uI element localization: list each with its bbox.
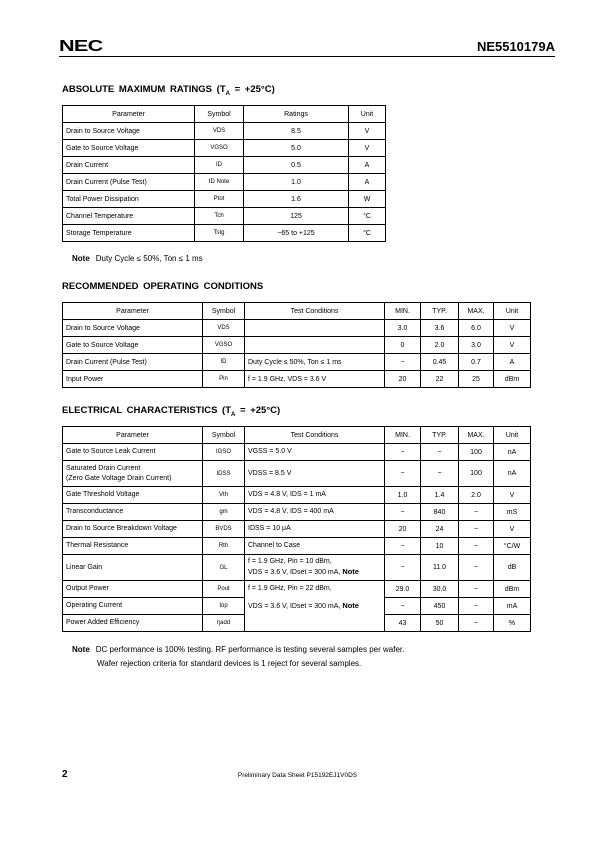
condition-cell [245,320,385,337]
symbol-cell: gm [203,504,245,521]
col-header: MAX. [459,303,494,320]
rating-cell: 125 [244,208,349,225]
col-header: MIN. [385,303,421,320]
max-cell: 0.7 [459,354,494,371]
param-cell [63,504,203,521]
unit-cell: V [494,337,531,354]
param-cell: Drain to Source Voltage [63,123,195,140]
min-cell: − [385,555,421,581]
table-row [63,521,531,538]
param-text: Output Power [66,585,109,592]
max-cell: − [459,615,494,632]
table-row [63,581,531,598]
unit-cell: nA [494,461,531,487]
param-cell: Drain Current (Pulse Test) [63,354,203,371]
symbol-cell: GL [203,555,245,581]
header-rule [59,56,555,57]
param-text: Power Added Efficiency [66,619,140,626]
roc-table [62,302,531,388]
typ-cell: 2.0 [421,337,459,354]
param-cell [63,487,203,504]
param-cell: Drain Current [63,157,195,174]
typ-cell: 1.4 [421,487,459,504]
typ-cell: 10 [421,538,459,555]
condition-cell [245,598,385,615]
max-cell: 6.0 [459,320,494,337]
min-cell: − [385,354,421,371]
col-header: Unit [494,303,531,320]
ec-note-line2: Wafer rejection criteria for standard devices is 1 reject for several samples. [97,659,362,668]
table-row [63,504,531,521]
param-text: Gate to Source Leak Current [66,448,156,455]
table-row [63,225,386,242]
table-row [63,371,531,388]
symbol-cell: IDSS [203,461,245,487]
param-text: Linear Gain [66,563,103,571]
ec-title: ELECTRICAL CHARACTERISTICS $(T_A = +25^\circ C)$ [62,405,281,418]
col-header: Parameter [63,303,203,320]
symbol-cell: ID [203,354,245,371]
symbol-cell: Tstg [195,225,244,242]
table-row [63,320,531,337]
symbol-cell: Ptot [195,191,244,208]
unit-cell: dBm [494,581,531,598]
param-text: Operating Current [66,602,123,609]
col-header: TYP. [421,427,459,444]
rating-cell: −65 to +125 [244,225,349,242]
typ-cell: 11.0 [421,555,459,581]
table-row [63,157,386,174]
min-cell: 1.0 [385,487,421,504]
table-header-row [63,106,386,123]
param-cell: Gate to Source Voltage [63,337,203,354]
param-cell: Storage Temperature [63,225,195,242]
col-header: Unit [349,106,386,123]
max-cell: 100 [459,444,494,461]
unit-cell: V [494,320,531,337]
unit-cell: % [494,615,531,632]
rating-cell: 0.5 [244,157,349,174]
symbol-cell: VGSO [203,337,245,354]
unit-cell: dB [494,555,531,581]
unit-cell: V [349,123,386,140]
symbol-cell: VDS [203,320,245,337]
condition-cell: f = 1.9 GHz, VDS = 3.6 V [245,371,385,388]
symbol-cell: Iop [203,598,245,615]
param-cell [63,444,203,461]
roc-title: RECOMMENDED OPERATING CONDITIONS [62,281,264,292]
max-cell: − [459,598,494,615]
table-row [63,615,531,632]
unit-cell: mA [494,598,531,615]
param-cell: Drain Current (Pulse Test) [63,174,195,191]
unit-cell: mS [494,504,531,521]
document-id: Preliminary Data Sheet P15192EJ1V0DS [237,772,358,779]
table-row [63,140,386,157]
param-cell [63,615,203,632]
table-row [63,598,531,615]
rating-cell: 8.5 [244,123,349,140]
min-cell: 0 [385,337,421,354]
nec-logo: NEC [59,38,103,55]
typ-cell: 50 [421,615,459,632]
max-cell: 25 [459,371,494,388]
max-cell: − [459,521,494,538]
symbol-cell: VDS [195,123,244,140]
note-ref: Note [342,567,359,576]
symbol-cell: VGSO [195,140,244,157]
typ-cell: 3.6 [421,320,459,337]
min-cell: 43 [385,615,421,632]
col-header: Symbol [195,106,244,123]
condition-cell [245,521,385,538]
param-text: Saturated Drain Current [66,464,141,472]
table-row [63,487,531,504]
table-row [63,174,386,191]
param-text: Thermal Resistance [66,542,129,549]
typ-cell: 840 [421,504,459,521]
typ-cell: 22 [421,371,459,388]
unit-cell: A [494,354,531,371]
param-text: Drain to Source Breakdown Voltage [66,525,177,532]
col-header: Test Conditions [245,303,385,320]
max-cell: 3.0 [459,337,494,354]
unit-cell: A [349,157,386,174]
condition-text: VGSS = 5.0 V [248,448,292,455]
condition-cell [245,444,385,461]
unit-cell: nA [494,444,531,461]
min-cell: − [385,461,421,487]
max-cell: − [459,504,494,521]
param-cell [63,521,203,538]
col-header: Test Conditions [245,427,385,444]
typ-cell: − [421,461,459,487]
condition-cell [245,487,385,504]
min-cell: 3.0 [385,320,421,337]
param-cell [63,538,203,555]
param-text: Transconductance [66,508,124,515]
typ-cell: 0.45 [421,354,459,371]
symbol-cell: Pin [203,371,245,388]
max-cell: − [459,555,494,581]
max-cell: − [459,538,494,555]
condition-text: IDSS = 10 μA [248,525,291,532]
rating-cell: 5.0 [244,140,349,157]
amr-title: ABSOLUTE MAXIMUM RATINGS $(T_A = +25^\circ C)$ [62,84,275,97]
symbol-cell: Pout [203,581,245,598]
col-header: Parameter [63,106,195,123]
typ-cell: 450 [421,598,459,615]
table-header-row [63,303,531,320]
condition-text: VDS = 4.8 V, IDS = 1 mA [248,491,326,498]
ec-table [62,426,531,632]
min-cell: 20 [385,521,421,538]
max-cell: − [459,581,494,598]
param-cell: Drain to Source Voltage [63,320,203,337]
unit-cell: dBm [494,371,531,388]
typ-cell: − [421,444,459,461]
condition-text: VDSS = 8.5 V [248,469,292,477]
max-cell: 100 [459,461,494,487]
condition-text: VDS = 3.6 V, IDset = 300 mA, [248,602,341,610]
param-cell [63,461,203,487]
symbol-cell: ID [195,157,244,174]
amr-table [62,105,386,242]
param-cell [63,598,203,615]
table-row [63,337,531,354]
unit-cell: A [349,174,386,191]
symbol-cell: Rth [203,538,245,555]
page-number: 2 [62,769,68,780]
col-header: Unit [494,427,531,444]
table-row [63,555,531,581]
condition-cell [245,555,385,581]
table-row [63,461,531,487]
symbol-cell: ηadd [203,615,245,632]
symbol-cell: Tch [195,208,244,225]
min-cell: − [385,598,421,615]
unit-cell: °C [349,208,386,225]
rating-cell: 1.6 [244,191,349,208]
table-header-row [63,427,531,444]
min-cell: − [385,504,421,521]
symbol-cell: ID Note [195,174,244,191]
note-ref: Note [342,600,359,610]
param-cell: Total Power Dissipation [63,191,195,208]
param-cell: Gate to Source Voltage [63,140,195,157]
rating-cell: 1.0 [244,174,349,191]
param-cell [63,555,203,581]
condition-cell [245,461,385,487]
min-cell: − [385,538,421,555]
condition-cell [245,581,385,598]
symbol-cell: IGSO [203,444,245,461]
condition-text: f = 1.9 GHz, Pin = 10 dBm, [248,558,332,565]
col-header: MIN. [385,427,421,444]
param-text: Gate Threshold Voltage [66,491,140,498]
symbol-cell: BVDS [203,521,245,538]
table-row [63,354,531,371]
min-cell: 20 [385,371,421,388]
unit-cell: V [349,140,386,157]
condition-text-line2: VDS = 3.6 V, IDset = 300 mA, [248,569,341,576]
col-header: Symbol [203,427,245,444]
amr-note: Note Duty Cycle ≤ 50%, Ton ≤ 1 ms [72,254,203,263]
condition-text: Channel to Case [248,542,301,549]
symbol-cell: Vth [203,487,245,504]
col-header: Parameter [63,427,203,444]
unit-cell: W [349,191,386,208]
table-row [63,123,386,140]
table-row [63,538,531,555]
ec-note-line1: Note DC performance is 100% testing. RF performance is testing several samples per wafer. [72,645,405,654]
param-cell: Channel Temperature [63,208,195,225]
condition-cell [245,538,385,555]
condition-text: VDS = 4.8 V, IDS = 400 mA [248,508,334,515]
col-header: Symbol [203,303,245,320]
typ-cell: 30.0 [421,581,459,598]
condition-text: f = 1.9 GHz, Pin = 22 dBm, [248,585,332,593]
col-header: TYP. [421,303,459,320]
param-text-line2: (Zero Gate Voltage Drain Current) [66,474,172,482]
condition-cell: Duty Cycle ≤ 50%, Ton ≤ 1 ms [245,354,385,371]
table-row [63,208,386,225]
table-row [63,191,386,208]
condition-cell [245,337,385,354]
part-number: NE5510179A [476,39,555,54]
col-header: MAX. [459,427,494,444]
col-header: Ratings [244,106,349,123]
param-cell [63,581,203,598]
param-cell: Input Power [63,371,203,388]
unit-cell: °C [349,225,386,242]
max-cell: 2.0 [459,487,494,504]
min-cell: − [385,444,421,461]
condition-cell [245,504,385,521]
typ-cell: 24 [421,521,459,538]
unit-cell: V [494,487,531,504]
unit-cell: °C/W [494,538,531,555]
min-cell: 29.0 [385,581,421,598]
unit-cell: V [494,521,531,538]
condition-cell [245,615,385,632]
table-row [63,444,531,461]
